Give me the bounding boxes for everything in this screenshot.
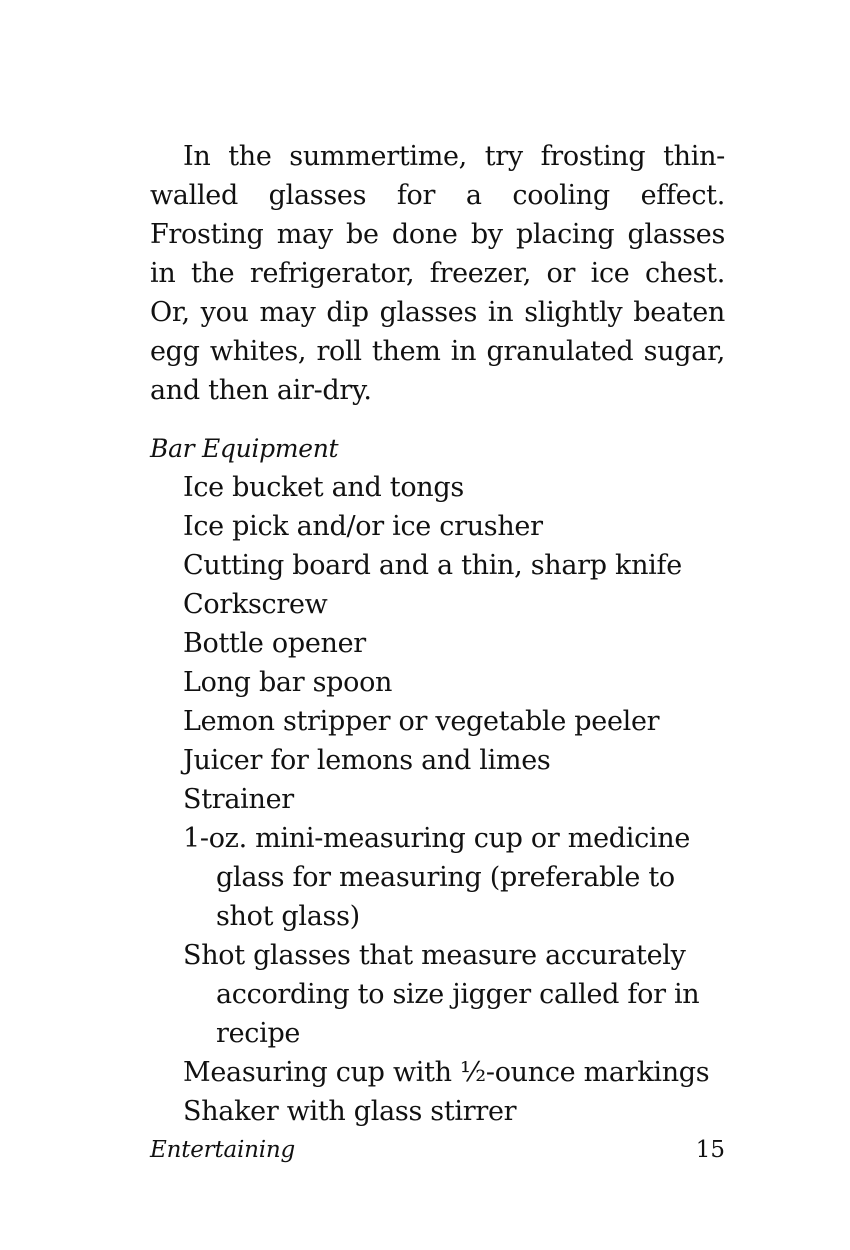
list-item: Strainer [183,784,294,815]
page-content [150,137,725,1131]
list-item: Juicer for lemons and limes [183,745,551,776]
page-number: 15 [695,1137,725,1163]
list-item: Measuring cup with ½-ounce markings [183,1057,710,1088]
list-item: Bottle opener [183,628,366,659]
list-item: Ice bucket and tongs [183,472,464,503]
list-item: Shot glasses that measure accurately according to size jigger called for in recipe [183,940,700,1049]
list-item: Corkscrew [183,589,328,620]
list-item: Long bar spoon [183,667,393,698]
body-paragraph: In the summertime, try frosting thin-walled glasses for a cooling effect. Frosting may be done by placing glasses in the refrigerator, freezer, or ice chest. Or, you may dip glasses in slightly beaten egg whites, roll them in granulated sugar, and then air-dry. [150,141,725,406]
running-title: Entertaining [150,1137,296,1163]
section-heading: Bar Equipment [150,434,339,463]
page-footer [150,1132,725,1168]
list-item: 1-oz. mini-measuring cup or medicine glass for measuring (preferable to shot glass) [183,823,690,932]
equipment-list [150,468,725,1131]
list-item: Lemon stripper or vegetable peeler [183,706,660,737]
list-item: Shaker with glass stirrer [183,1096,517,1127]
list-item: Ice pick and/or ice crusher [183,511,543,542]
list-item: Cutting board and a thin, sharp knife [183,550,682,581]
